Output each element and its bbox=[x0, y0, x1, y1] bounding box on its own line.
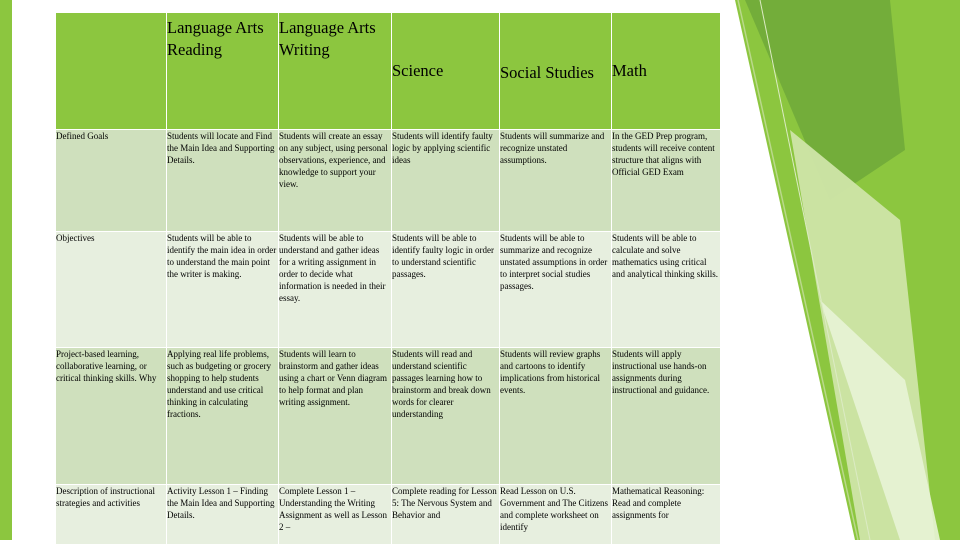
table-cell: Students will learn to brainstorm and gather ideas using a chart or Venn diagram to help format and plan writing assignment. bbox=[279, 348, 392, 485]
row-label: Description of instructional strategies and activities bbox=[56, 485, 167, 545]
header-science: Science bbox=[392, 13, 500, 130]
header-language-arts-writing: Language Arts Writing bbox=[279, 13, 392, 130]
deco-line bbox=[738, 0, 858, 540]
table-cell: Students will read and understand scientific passages learning how to brainstorm and break down words for clearer understanding bbox=[392, 348, 500, 485]
header-row bbox=[56, 13, 721, 130]
header-language-arts-reading: Language Arts Reading bbox=[167, 13, 279, 130]
table-cell: Complete reading for Lesson 5: The Nervous System and Behavior and bbox=[392, 485, 500, 545]
deco-shape-pale bbox=[820, 300, 940, 540]
table-row-defined-goals bbox=[56, 130, 721, 232]
table-row-project-based-learning bbox=[56, 348, 721, 485]
table-cell: Students will identify faulty logic by applying scientific ideas bbox=[392, 130, 500, 232]
table-cell: Students will be able to understand and gather ideas for a writing assignment in order to decide what information is needed in their essay. bbox=[279, 232, 392, 348]
curriculum-table bbox=[55, 12, 721, 545]
table-cell: Students will review graphs and cartoons to identify implications from historical events. bbox=[500, 348, 612, 485]
header-social-studies: Social Studies bbox=[500, 13, 612, 130]
deco-shape-outer bbox=[735, 0, 960, 540]
table-cell: Students will locate and Find the Main Idea and Supporting Details. bbox=[167, 130, 279, 232]
table-cell: Mathematical Reasoning: Read and complete assignments for bbox=[612, 485, 721, 545]
table-cell: In the GED Prep program, students will receive content structure that aligns with Official GED Exam bbox=[612, 130, 721, 232]
table-cell: Students will be able to calculate and solve mathematics using critical and analytical thinking skills. bbox=[612, 232, 721, 348]
row-label: Objectives bbox=[56, 232, 167, 348]
table-cell: Students will create an essay on any subject, using personal observations, experience, and knowledge to support your view. bbox=[279, 130, 392, 232]
table-row-description bbox=[56, 485, 721, 545]
deco-shape-light bbox=[790, 130, 935, 540]
left-accent-bar bbox=[0, 0, 12, 540]
table-cell: Read Lesson on U.S. Government and The Citizens and complete worksheet on identify bbox=[500, 485, 612, 545]
table-cell: Complete Lesson 1 – Understanding the Writing Assignment as well as Lesson 2 – bbox=[279, 485, 392, 545]
table-cell: Students will be able to identify faulty logic in order to understand scientific passages. bbox=[392, 232, 500, 348]
table-cell: Activity Lesson 1 – Finding the Main Idea and Supporting Details. bbox=[167, 485, 279, 545]
row-label: Defined Goals bbox=[56, 130, 167, 232]
header-corner bbox=[56, 13, 167, 130]
table-cell: Students will be able to summarize and recognize unstated assumptions in order to interpret social studies passages. bbox=[500, 232, 612, 348]
table-cell: Students will summarize and recognize unstated assumptions. bbox=[500, 130, 612, 232]
deco-line-2 bbox=[760, 0, 870, 540]
table-cell: Students will apply instructional use hands-on assignments during instructional and guidance. bbox=[612, 348, 721, 485]
table-row-objectives bbox=[56, 232, 721, 348]
row-label: Project-based learning, collaborative learning, or critical thinking skills. Why bbox=[56, 348, 167, 485]
header-math: Math bbox=[612, 13, 721, 130]
table-cell: Students will be able to identify the main idea in order to understand the main point the writer is making. bbox=[167, 232, 279, 348]
deco-shape-dark bbox=[745, 0, 905, 200]
table-cell: Applying real life problems, such as budgeting or grocery shopping to help students understand and use critical thinking in calculating fractions. bbox=[167, 348, 279, 485]
